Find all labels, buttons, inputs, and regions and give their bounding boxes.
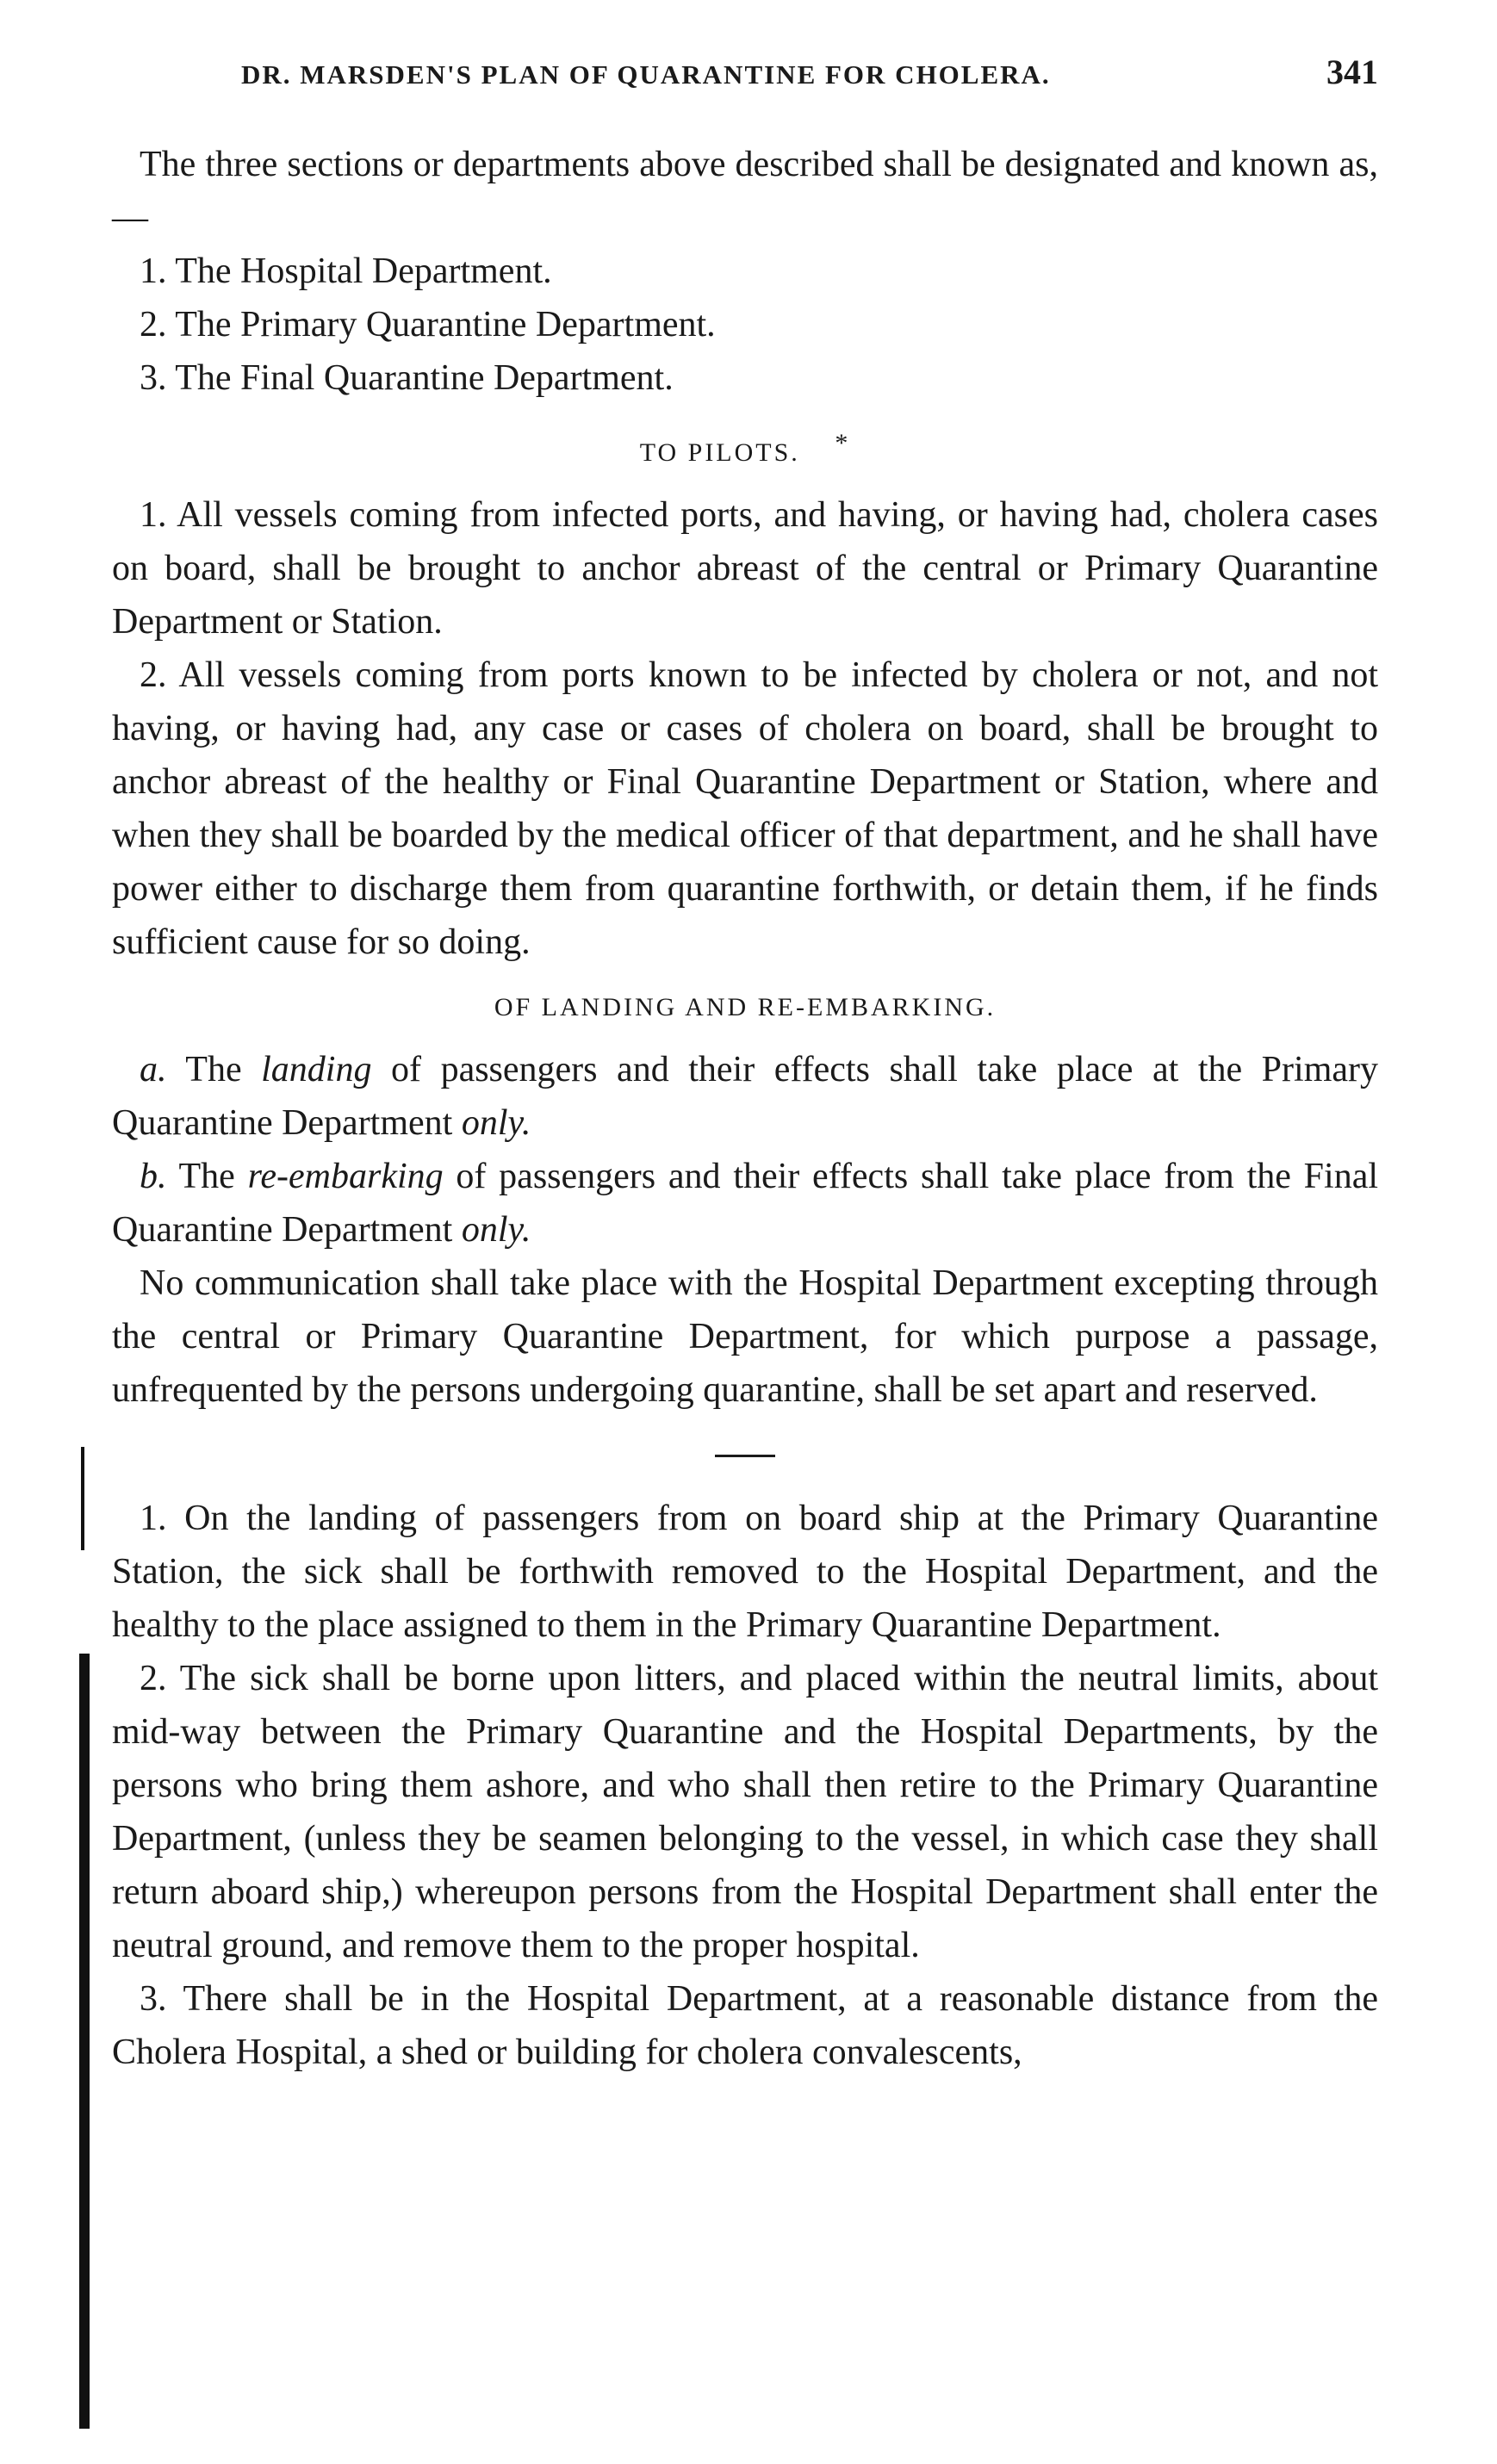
pilots-paragraph-2: 2. All vessels coming from ports known to be infected by cholera or not, and not having, or having had, any case or cases of cholera on board, shall be brought to anchor abreast of the healthy or Final Quarantine Department or Station, where and when they shall be boarded by the medical officer of that department, and he shall have power either to discharge them from quarantine forthwith, or detain them, if he finds sufficient cause for so doing. xyxy=(112,655,1378,962)
page-number: 341 xyxy=(1326,53,1378,91)
rule-paragraph-1: 1. On the landing of passengers from on board ship at the Primary Quarantine Station, the sick shall be forthwith removed to the Hospital Department, and the healthy to the place assigned to them in the Primary Quarantine Department. xyxy=(112,1499,1378,1645)
section-divider xyxy=(715,1455,775,1457)
department-item-final: 3. The Final Quarantine Department. xyxy=(140,358,674,398)
landing-b-pre: The xyxy=(178,1157,235,1196)
landing-b-emphasis: re-embarking xyxy=(247,1157,444,1196)
intro-paragraph: The three sections or departments above described shall be designated and known as,— xyxy=(112,145,1378,238)
asterism-mark: * xyxy=(835,429,851,457)
margin-mark-upper xyxy=(81,1447,84,1550)
landing-paragraph-b xyxy=(112,1150,1378,1257)
communication-paragraph: No communication shall take place with the Hospital Department excepting through the central or Primary Quarantine Department, for which purpose a passage, unfrequented by the persons undergoing quarantine, shall be set apart and reserved. xyxy=(112,1263,1378,1410)
landing-b-post: of passengers and their effects shall take place from the Final Quarantine Department xyxy=(112,1157,1379,1250)
running-head xyxy=(112,52,1378,138)
section-heading-landing: OF LANDING AND RE-EMBARKING. xyxy=(494,993,997,1021)
pilots-paragraph-1: 1. All vessels coming from infected ports, and having, or having had, cholera cases on board, shall be brought to anchor abreast of the central or Primary Quarantine Department or Station. xyxy=(112,495,1378,642)
landing-a-emphasis: landing xyxy=(261,1050,372,1089)
running-title: DR. MARSDEN'S PLAN OF QUARANTINE FOR CHOLERA. xyxy=(241,59,1051,90)
rule-paragraph-2: 2. The sick shall be borne upon litters, and placed within the neutral limits, about mid-way between the Primary Quarantine and the Hospital Departments, by the persons who bring them ashore, and who shall then retire to the Primary Quarantine Department, (unless they be seamen belonging to the vessel, in which case they shall return aboard ship,) whereupon persons from the Hospital Department shall enter the neutral ground, and remove them to the proper hospital. xyxy=(112,1659,1378,1965)
landing-b-label: b. xyxy=(140,1157,167,1196)
section-heading-pilots xyxy=(112,429,1378,468)
landing-a-label: a. xyxy=(140,1050,167,1089)
landing-paragraph-a xyxy=(112,1043,1378,1150)
pilots-heading-text: TO PILOTS. xyxy=(639,438,800,467)
margin-mark-lower xyxy=(79,1654,90,2429)
landing-a-pre: The xyxy=(185,1050,242,1089)
department-item-hospital: 1. The Hospital Department. xyxy=(140,251,552,291)
rule-paragraph-3: 3. There shall be in the Hospital Department, at a reasonable distance from the Cholera Hospital, a shed or building for cholera convalescents, xyxy=(112,1979,1378,2072)
landing-b-only: only. xyxy=(461,1210,531,1250)
landing-a-post: of passengers and their effects shall take place at the Primary Quarantine Department xyxy=(112,1050,1378,1143)
document-page xyxy=(112,52,1378,2079)
landing-a-only: only. xyxy=(461,1103,531,1143)
department-item-primary: 2. The Primary Quarantine Department. xyxy=(140,305,716,344)
